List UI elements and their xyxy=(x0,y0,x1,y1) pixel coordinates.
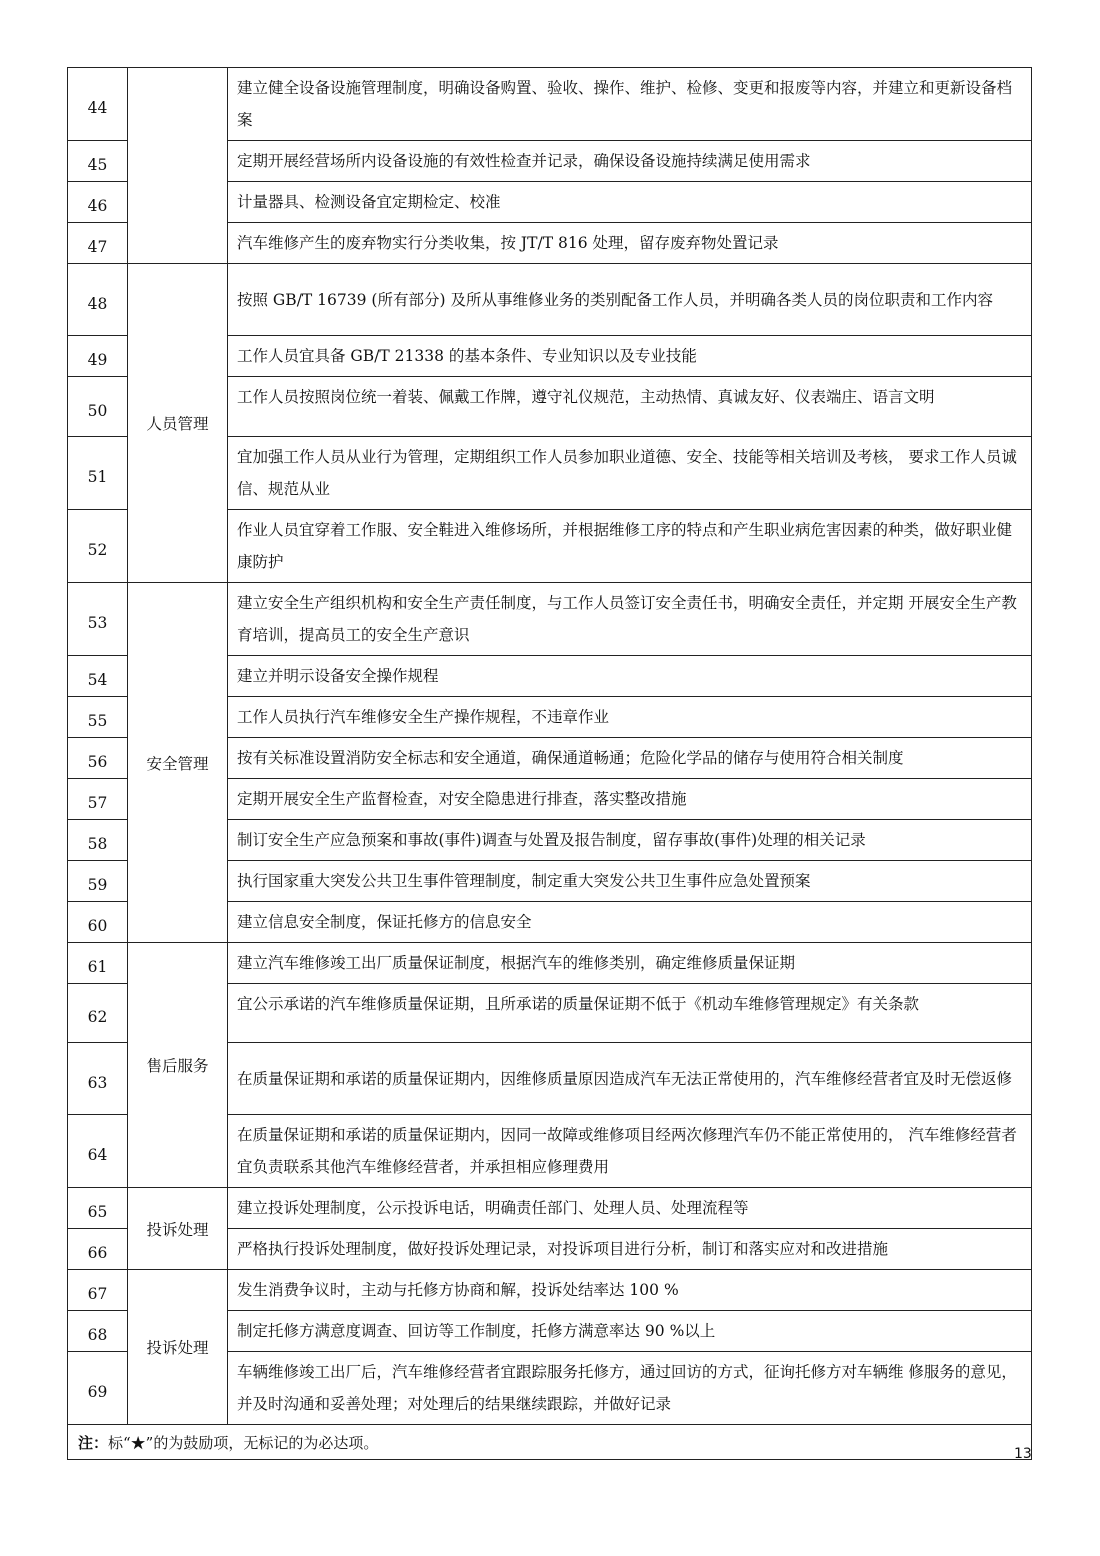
category-complaint: 投诉处理 xyxy=(128,1270,228,1425)
requirement-text: 建立投诉处理制度，公示投诉电话，明确责任部门、处理人员、处理流程等 xyxy=(228,1188,1032,1229)
requirement-text: 建立安全生产组织机构和安全生产责任制度，与工作人员签订安全责任书，明确安全责任，并定期 开展安全生产教育培训，提高员工的安全生产意识 xyxy=(228,583,1032,656)
row-number: 63 xyxy=(68,1043,128,1115)
requirement-text: 按有关标准设置消防安全标志和安全通道，确保通道畅通；危险化学品的储存与使用符合相关制度 xyxy=(228,738,1032,779)
table-row xyxy=(68,1188,1032,1229)
category-cell-equipment xyxy=(128,68,228,264)
requirement-text: 在质量保证期和承诺的质量保证期内，因维修质量原因造成汽车无法正常使用的，汽车维修经营者宜及时无偿返修 xyxy=(228,1043,1032,1115)
row-number: 69 xyxy=(68,1352,128,1425)
table-note xyxy=(68,1425,1032,1460)
row-number: 64 xyxy=(68,1115,128,1188)
requirement-text: 执行国家重大突发公共卫生事件管理制度，制定重大突发公共卫生事件应急处置预案 xyxy=(228,861,1032,902)
row-number: 55 xyxy=(68,697,128,738)
category-complaint: 投诉处理 xyxy=(128,1188,228,1270)
note-row xyxy=(68,1425,1032,1460)
requirements-table xyxy=(67,67,1032,1460)
row-number: 65 xyxy=(68,1188,128,1229)
row-number: 58 xyxy=(68,820,128,861)
requirement-text: 工作人员按照岗位统一着装、佩戴工作牌，遵守礼仪规范，主动热情、真诚友好、仪表端庄、语言文明 xyxy=(228,377,1032,437)
row-number: 51 xyxy=(68,437,128,510)
requirement-text: 按照 GB/T 16739 (所有部分) 及所从事维修业务的类别配备工作人员，并明确各类人员的岗位职责和工作内容 xyxy=(228,264,1032,336)
requirement-text: 建立并明示设备安全操作规程 xyxy=(228,656,1032,697)
row-number: 61 xyxy=(68,943,128,984)
requirement-text: 定期开展安全生产监督检查，对安全隐患进行排查，落实整改措施 xyxy=(228,779,1032,820)
category-personnel: 人员管理 xyxy=(128,264,228,583)
table-row xyxy=(68,68,1032,141)
requirement-text: 宜加强工作人员从业行为管理，定期组织工作人员参加职业道德、安全、技能等相关培训及考核， 要求工作人员诚信、规范从业 xyxy=(228,437,1032,510)
row-number: 60 xyxy=(68,902,128,943)
requirement-text: 建立健全设备设施管理制度，明确设备购置、验收、操作、维护、检修、变更和报废等内容，并建立和更新设备档案 xyxy=(228,68,1032,141)
row-number: 57 xyxy=(68,779,128,820)
row-number: 56 xyxy=(68,738,128,779)
requirement-text: 工作人员执行汽车维修安全生产操作规程，不违章作业 xyxy=(228,697,1032,738)
category-safety: 安全管理 xyxy=(128,583,228,943)
table-row xyxy=(68,583,1032,656)
row-number: 66 xyxy=(68,1229,128,1270)
requirement-text: 作业人员宜穿着工作服、安全鞋进入维修场所，并根据维修工序的特点和产生职业病危害因素的种类，做好职业健康防护 xyxy=(228,510,1032,583)
row-number: 49 xyxy=(68,336,128,377)
note-text: 标“★”的为鼓励项，无标记的为必达项。 xyxy=(108,1433,379,1452)
note-label: 注： xyxy=(78,1433,109,1452)
row-number: 54 xyxy=(68,656,128,697)
requirement-text: 建立信息安全制度，保证托修方的信息安全 xyxy=(228,902,1032,943)
requirement-text: 制订安全生产应急预案和事故(事件)调查与处置及报告制度，留存事故(事件)处理的相关记录 xyxy=(228,820,1032,861)
row-number: 68 xyxy=(68,1311,128,1352)
row-number: 62 xyxy=(68,984,128,1043)
requirement-text: 工作人员宜具备 GB/T 21338 的基本条件、专业知识以及专业技能 xyxy=(228,336,1032,377)
requirement-text: 在质量保证期和承诺的质量保证期内，因同一故障或维修项目经两次修理汽车仍不能正常使用的， 汽车维修经营者宜负责联系其他汽车维修经营者，并承担相应修理费用 xyxy=(228,1115,1032,1188)
row-number: 67 xyxy=(68,1270,128,1311)
requirement-text: 汽车维修产生的废弃物实行分类收集，按 JT/T 816 处理，留存废弃物处置记录 xyxy=(228,223,1032,264)
table-row xyxy=(68,1270,1032,1311)
requirement-text: 宜公示承诺的汽车维修质量保证期，且所承诺的质量保证期不低于《机动车维修管理规定》有关条款 xyxy=(228,984,1032,1043)
row-number: 52 xyxy=(68,510,128,583)
row-number: 45 xyxy=(68,141,128,182)
table-row xyxy=(68,943,1032,984)
requirement-text: 计量器具、检测设备宜定期检定、校准 xyxy=(228,182,1032,223)
requirement-text: 严格执行投诉处理制度，做好投诉处理记录，对投诉项目进行分析，制订和落实应对和改进措施 xyxy=(228,1229,1032,1270)
page-number: 13 xyxy=(1014,1446,1032,1462)
row-number: 59 xyxy=(68,861,128,902)
row-number: 44 xyxy=(68,68,128,141)
table-row xyxy=(68,264,1032,336)
requirement-text: 制定托修方满意度调查、回访等工作制度，托修方满意率达 90 %以上 xyxy=(228,1311,1032,1352)
row-number: 53 xyxy=(68,583,128,656)
row-number: 48 xyxy=(68,264,128,336)
row-number: 50 xyxy=(68,377,128,437)
row-number: 46 xyxy=(68,182,128,223)
row-number: 47 xyxy=(68,223,128,264)
requirement-text: 车辆维修竣工出厂后，汽车维修经营者宜跟踪服务托修方，通过回访的方式，征询托修方对车辆维 修服务的意见，并及时沟通和妥善处理；对处理后的结果继续跟踪，并做好记录 xyxy=(228,1352,1032,1425)
requirement-text: 发生消费争议时，主动与托修方协商和解，投诉处结率达 100 % xyxy=(228,1270,1032,1311)
requirement-text: 定期开展经营场所内设备设施的有效性检查并记录，确保设备设施持续满足使用需求 xyxy=(228,141,1032,182)
category-after-sales: 售后服务 xyxy=(128,943,228,1188)
requirement-text: 建立汽车维修竣工出厂质量保证制度，根据汽车的维修类别，确定维修质量保证期 xyxy=(228,943,1032,984)
